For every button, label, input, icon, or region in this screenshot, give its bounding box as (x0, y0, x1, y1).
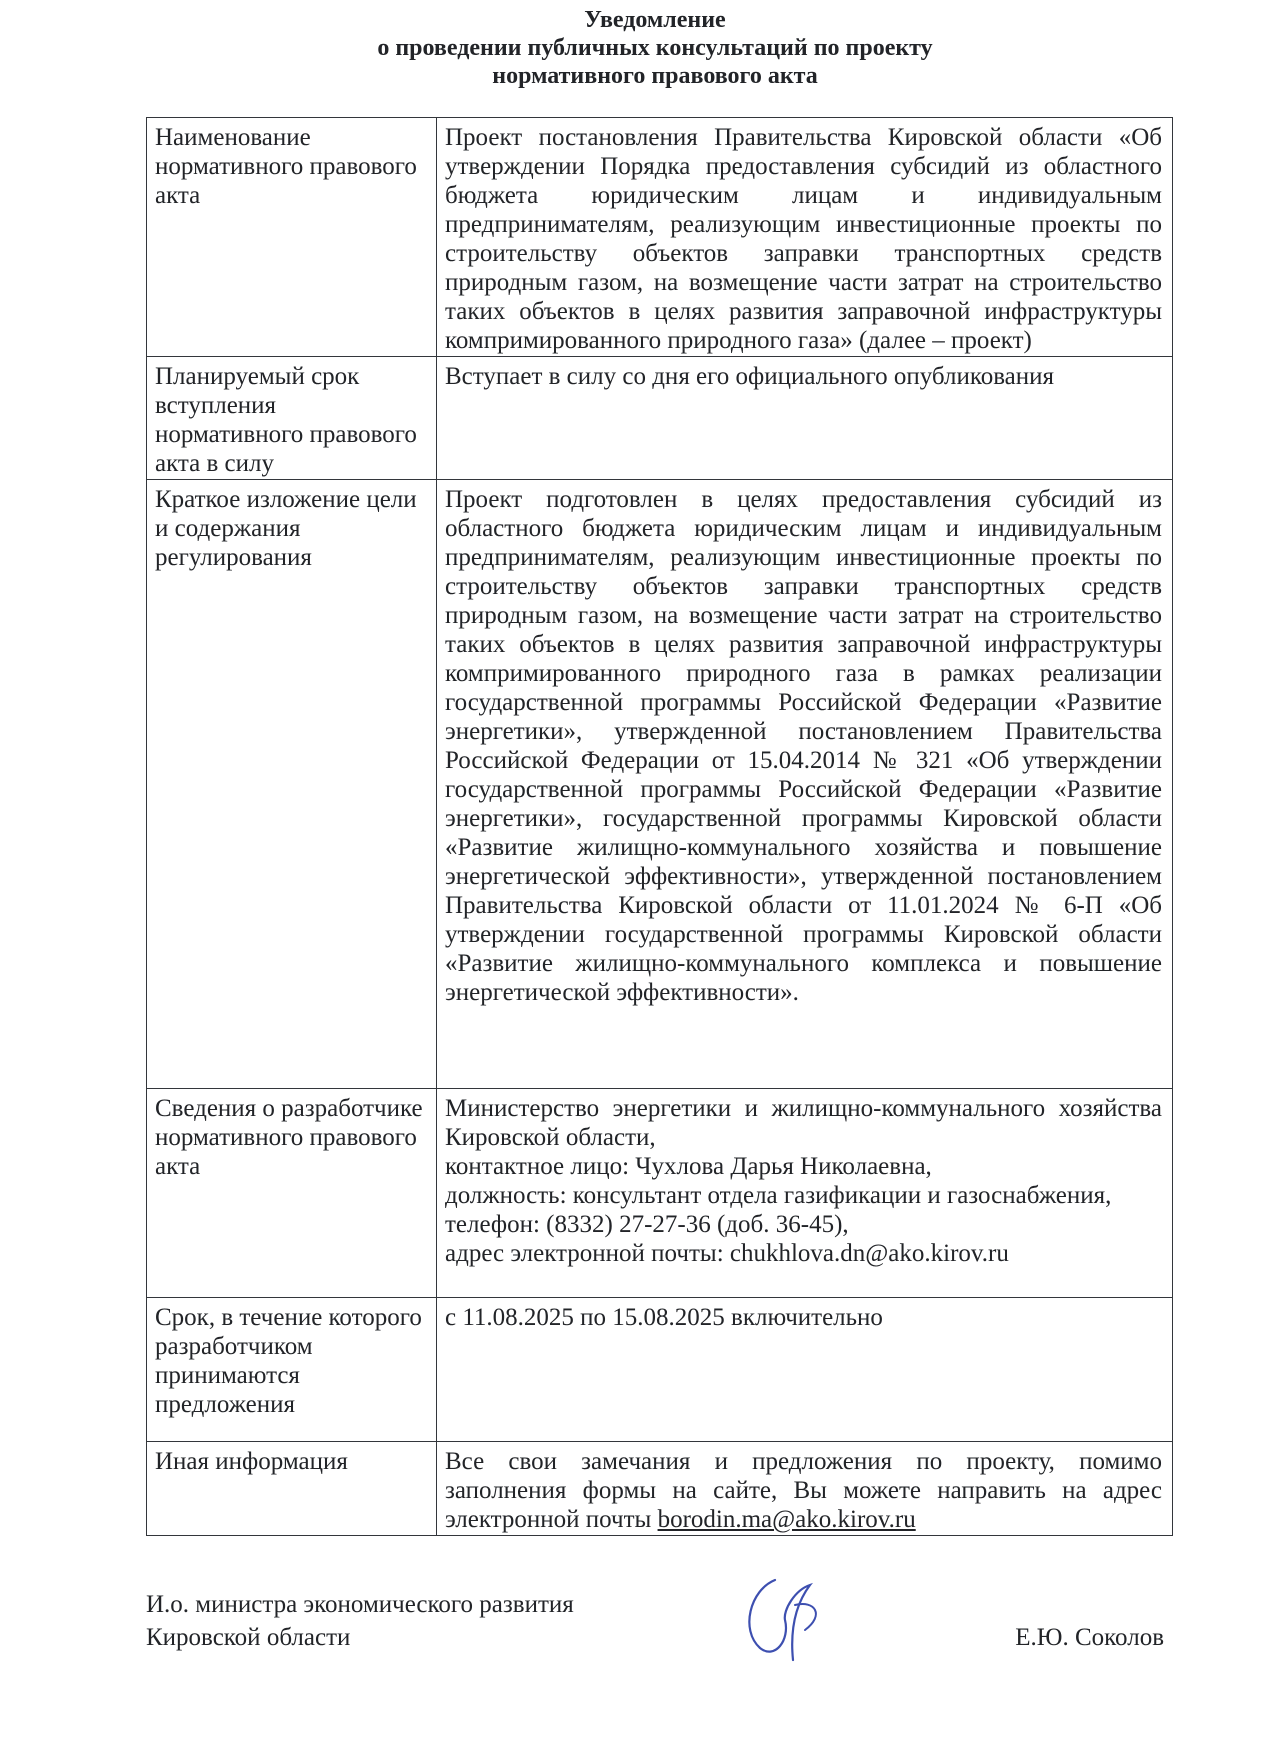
row-value-developer (437, 1089, 1173, 1298)
table-row-developer (147, 1089, 1173, 1298)
row-label: Наименование нормативного правового акта (147, 118, 437, 357)
email-link[interactable]: borodin.ma@ako.kirov.ru (657, 1506, 916, 1533)
table-row-effective-date (147, 357, 1173, 480)
row-value: с 11.08.2025 по 15.08.2025 включительно (437, 1298, 1173, 1442)
row-value: Проект подготовлен в целях предоставления субсидий из областного бюджета юридическим лицам и индивидуальным предпринимателям, реализующим инвестиционные проекты по строительству объектов заправки транспортных средств природным газом, на возмещение части затрат на строительство таких объектов в целях развития заправочной инфраструктуры компримированного природного газа в рамках реализации государственной программы Российской Федерации «Развитие энергетики», утвержденной постановлением Правительства Российской Федерации от 15.04.2014 № 321 «Об утверждении государственной программы Российской Федерации «Развитие энергетики», государственной программы Кировской области «Развитие жилищно-коммунального хозяйства и повышение энергетической эффективности», утвержденной постановлением Правительства Кировской области от 11.01.2024 № 6-П «Об утверждении государственной программы Кировской области «Развитие жилищно-коммунального комплекса и повышение энергетической эффективности». (437, 480, 1173, 1089)
title-line-2: о проведении публичных консультаций по проекту (377, 35, 933, 61)
notice-table (146, 117, 1173, 1536)
signer-position-line-1: И.о. министра экономического развития (146, 1591, 574, 1618)
signer-position (146, 1588, 574, 1654)
table-row-other-info (147, 1442, 1173, 1536)
title-line-1: Уведомление (584, 7, 726, 33)
row-label: Краткое изложение цели и содержания регулирования (147, 480, 437, 1089)
title-line-3: нормативного правового акта (492, 63, 818, 89)
developer-phone: телефон: (8332) 27-27-36 (доб. 36-45), (445, 1211, 849, 1238)
row-value: Вступает в силу со дня его официального опубликования (437, 357, 1173, 480)
table-row-act-name (147, 118, 1173, 357)
other-info-text: Все свои замечания и предложения по проекту, помимо заполнения формы на сайте, Вы можете направить на адрес электронной почты (445, 1448, 1162, 1533)
row-label: Срок, в течение которого разработчиком принимаются предложения (147, 1298, 437, 1442)
developer-org: Министерство энергетики и жилищно-коммунального хозяйства Кировской области, (445, 1095, 1162, 1151)
developer-contact: контактное лицо: Чухлова Дарья Николаевна, (445, 1153, 932, 1180)
handwritten-signature (735, 1560, 855, 1670)
table-row-summary (147, 480, 1173, 1089)
developer-email: адрес электронной почты: chukhlova.dn@ako.kirov.ru (445, 1240, 1009, 1267)
row-value-other (437, 1442, 1173, 1536)
developer-position: должность: консультант отдела газификации и газоснабжения, (445, 1182, 1112, 1209)
row-label: Сведения о разработчике нормативного правового акта (147, 1089, 437, 1298)
row-label: Планируемый срок вступления нормативного правового акта в силу (147, 357, 437, 480)
table-row-deadline (147, 1298, 1173, 1442)
document-title (150, 6, 1160, 90)
row-label: Иная информация (147, 1442, 437, 1536)
row-value: Проект постановления Правительства Кировской области «Об утверждении Порядка предоставления субсидий из областного бюджета юридическим лицам и индивидуальным предпринимателям, реализующим инвестиционные проекты по строительству объектов заправки транспортных средств природным газом, на возмещение части затрат на строительство таких объектов в целях развития заправочной инфраструктуры компримированного природного газа» (далее – проект) (437, 118, 1173, 357)
signer-position-line-2: Кировской области (146, 1624, 351, 1651)
signer-name: Е.Ю. Соколов (1015, 1624, 1164, 1651)
